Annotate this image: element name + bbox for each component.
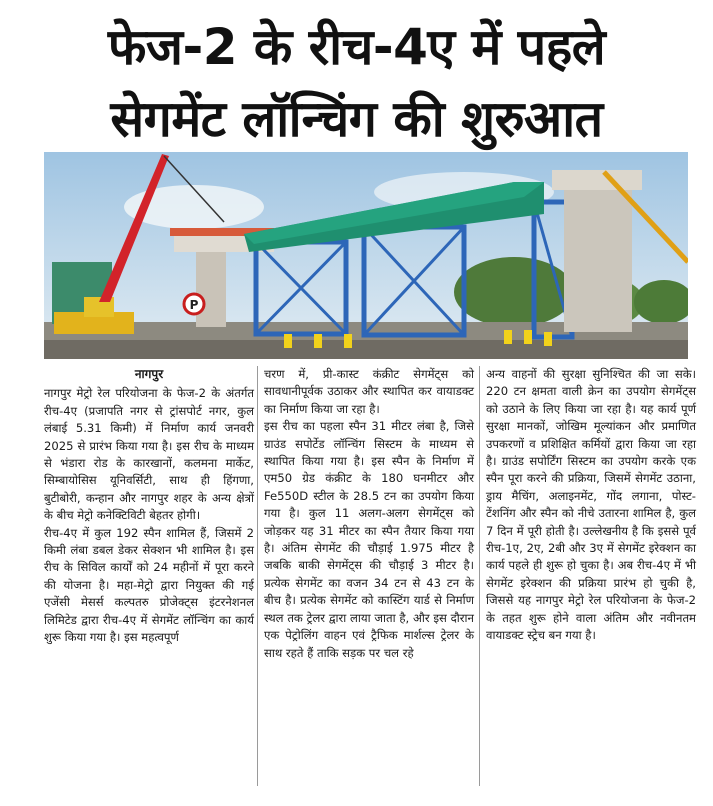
metro-viaduct-construction-photo xyxy=(44,152,688,359)
paragraph: अन्य वाहनों की सुरक्षा सुनिश्चित की जा सके। 220 टन क्षमता वाली क्रेन का उपयोग सेगमेंट्स को उठाने के लिए किया जा रहा है। यह कार्य पूर्ण सुरक्षा मानकों, जोखिम मूल्यांकन और प्रमाणित उपकरणों व प्रशिक्षित कर्मियों द्वारा किया जा रहा है। ग्राउंड सपोर्टिंग सिस्टम का उपयोग करके एक स्पैन पूरा करने की प्रक्रिया, जिसमें सेगमेंट उठाना, ड्राय मैचिंग, अलाइनमेंट, गोंद लगाना, पोस्ट-टेंशनिंग और स्पैन को नीचे उतारना शामिल है, कुल 7 दिन में पूरी होती है। उल्लेखनीय है कि इससे पूर्व रीच-1ए, 2ए, 2बी और 3ए में सेगमेंट इरेक्शन का कार्य पहले ही शुरू हो चुका है। अब रीच-4ए में भी सेगमेंट इरेक्शन की प्रक्रिया प्रारंभ हो चुकी है, जिससे यह नागपुर मेट्रो रेल परियोजना के फेज-2 के तहत शुरू होने वाला अंतिम और नवीनतम वायाडक्ट स्ट्रेच बन गया है। xyxy=(486,367,696,643)
dateline: नागपुर xyxy=(134,367,164,381)
article-column-2 xyxy=(264,366,474,662)
paragraph: चरण में, प्री-कास्ट कंक्रीट सेगमेंट्स को सावधानीपूर्वक उठाकर और स्थापित कर वायाडक्ट का निर्माण किया जा रहा है। xyxy=(264,367,474,416)
sign-text: P xyxy=(189,298,199,312)
headline-line-1: फेज-2 के रीच-4ए में पहले xyxy=(107,18,606,76)
paragraph: इस रीच का पहला स्पैन 31 मीटर लंबा है, जिसे ग्राउंड सपोर्टेड लॉन्चिंग सिस्टम के माध्यम से स्थापित किया गया है। इस स्पैन के निर्माण में एम50 ग्रेड कंक्रीट के 180 घनमीटर और Fe550D स्टील के 28.5 टन का उपयोग किया गया है। कुल 11 अलग-अलग सेगमेंट्स को जोड़कर यह 31 मीटर का स्पैन तैयार किया गया है। अंतिम सेगमेंट की चौड़ाई 1.975 मीटर है जबकि बाकी सेगमेंट्स की चौड़ाई 3 मीटर है। प्रत्येक सेगमेंट का वजन 34 टन से 43 टन के बीच है। प्रत्येक सेगमेंट को कास्टिंग यार्ड से निर्माण स्थल तक ट्रेलर द्वारा लाया जाता है, और इस दौरान एक पेट्रोलिंग वाहन एवं ट्रैफिक मार्शल्स ट्रेलर के साथ रहते हैं ताकि सड़क पर चल रहे xyxy=(264,419,474,660)
article-column-3 xyxy=(486,366,696,645)
news-photo xyxy=(44,152,688,359)
paragraph: रीच-4ए में कुल 192 स्पैन शामिल हैं, जिसमें 2 किमी लंबा डबल डेकर सेक्शन भी शामिल है। इस रीच के सिविल कार्यों को 24 महीनों में पूरा करने की योजना है। महा-मेट्रो द्वारा नियुक्त की गई एजेंसी मेसर्स कल्पतरु प्रोजेक्ट्स इंटरनेशनल लिमिटेड द्वारा रीच-4ए में सेगमेंट लॉन्चिंग का कार्य शुरू किया गया है। इस महत्वपूर्ण xyxy=(44,525,254,645)
article-column-1 xyxy=(44,366,254,647)
column-divider xyxy=(257,366,258,786)
paragraph: नागपुर मेट्रो रेल परियोजना के फेज-2 के अंतर्गत रीच-4ए (प्रजापति नगर से ट्रांसपोर्ट नगर, कुल लंबाई 5.31 किमी) में निर्माण कार्य जनवरी 2025 से प्रारंभ किया गया है। इस रीच के माध्यम से भंडारा रोड के कारखानों, कलमना मार्केट, सिम्बायोसिस यूनिवर्सिटी, साथ ही हिंगणा, बुटीबोरी, कन्हान और नागपुर शहर के अन्य क्षेत्रों के बीच मेट्रो कनेक्टिविटी बेहतर होगी। xyxy=(44,386,254,523)
column-divider xyxy=(479,366,480,786)
headline-line-2: सेगमेंट लॉन्चिंग की शुरुआत xyxy=(110,90,603,148)
